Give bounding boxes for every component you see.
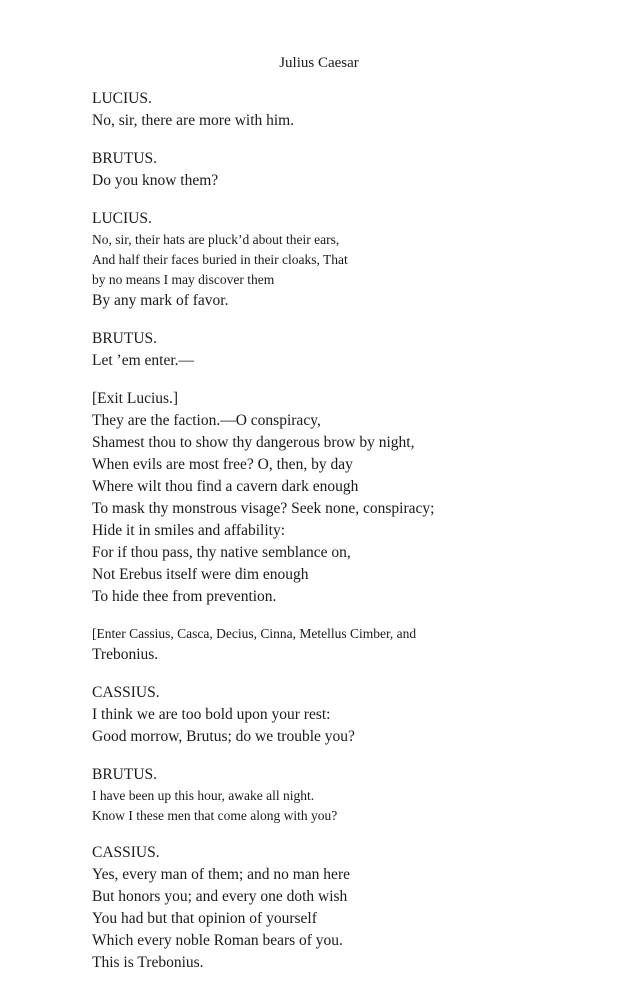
text-line: Let ’em enter.— — [92, 352, 194, 369]
text-line: To mask thy monstrous visage? Seek none, conspiracy; — [92, 500, 435, 517]
block-heading-line: LUCIUS. — [92, 210, 152, 227]
page-title: Julius Caesar — [279, 55, 359, 71]
text-line: You had but that opinion of yourself — [92, 910, 317, 927]
dialogue-block — [92, 88, 592, 132]
text-line: I have been up this hour, awake all night. — [92, 788, 315, 803]
text-line: To hide thee from prevention. — [92, 588, 277, 605]
text-line: But honors you; and every one doth wish — [92, 888, 348, 905]
text-line: Good morrow, Brutus; do we trouble you? — [92, 728, 355, 745]
block-heading-line: BRUTUS. — [92, 330, 158, 347]
text-line: Where wilt thou find a cavern dark enough — [92, 478, 359, 495]
text-line: For if thou pass, thy native semblance on, — [92, 544, 351, 561]
text-line: Which every noble Roman bears of you. — [92, 932, 343, 949]
text-line: Do you know them? — [92, 172, 219, 189]
block-heading-line: [Exit Lucius.] — [92, 390, 179, 407]
text-line: I think we are too bold upon your rest: — [92, 706, 331, 723]
block-heading-line: BRUTUS. — [92, 766, 158, 783]
block-heading-line: CASSIUS. — [92, 684, 160, 701]
text-line: This is Trebonius. — [92, 954, 204, 971]
text-line: Know I these men that come along with you? — [92, 808, 338, 823]
dialogue-block — [92, 208, 592, 312]
block-heading-line: BRUTUS. — [92, 150, 158, 167]
dialogue-block — [92, 682, 592, 748]
dialogue-block — [92, 148, 592, 192]
play-text — [92, 88, 592, 990]
text-line: Hide it in smiles and affability: — [92, 522, 286, 539]
block-heading-line: [Enter Cassius, Casca, Decius, Cinna, Metellus Cimber, and — [92, 626, 417, 641]
text-line: Shamest thou to show thy dangerous brow by night, — [92, 434, 415, 451]
text-line: Not Erebus itself were dim enough — [92, 566, 309, 583]
dialogue-block — [92, 388, 592, 608]
text-line: No, sir, their hats are pluck’d about their ears, — [92, 232, 340, 247]
text-line: And half their faces buried in their cloaks, That — [92, 252, 348, 267]
text-line: No, sir, there are more with him. — [92, 112, 295, 129]
dialogue-block — [92, 842, 592, 974]
dialogue-block — [92, 764, 592, 826]
dialogue-block — [92, 328, 592, 372]
text-line: by no means I may discover them — [92, 272, 275, 287]
dialogue-block — [92, 624, 592, 666]
text-line: Trebonius. — [92, 646, 159, 663]
text-line: Yes, every man of them; and no man here — [92, 866, 350, 883]
text-line: By any mark of favor. — [92, 292, 229, 309]
block-heading-line: LUCIUS. — [92, 90, 152, 107]
text-line: When evils are most free? O, then, by day — [92, 456, 353, 473]
text-line: They are the faction.—O conspiracy, — [92, 412, 321, 429]
block-heading-line: CASSIUS. — [92, 844, 160, 861]
